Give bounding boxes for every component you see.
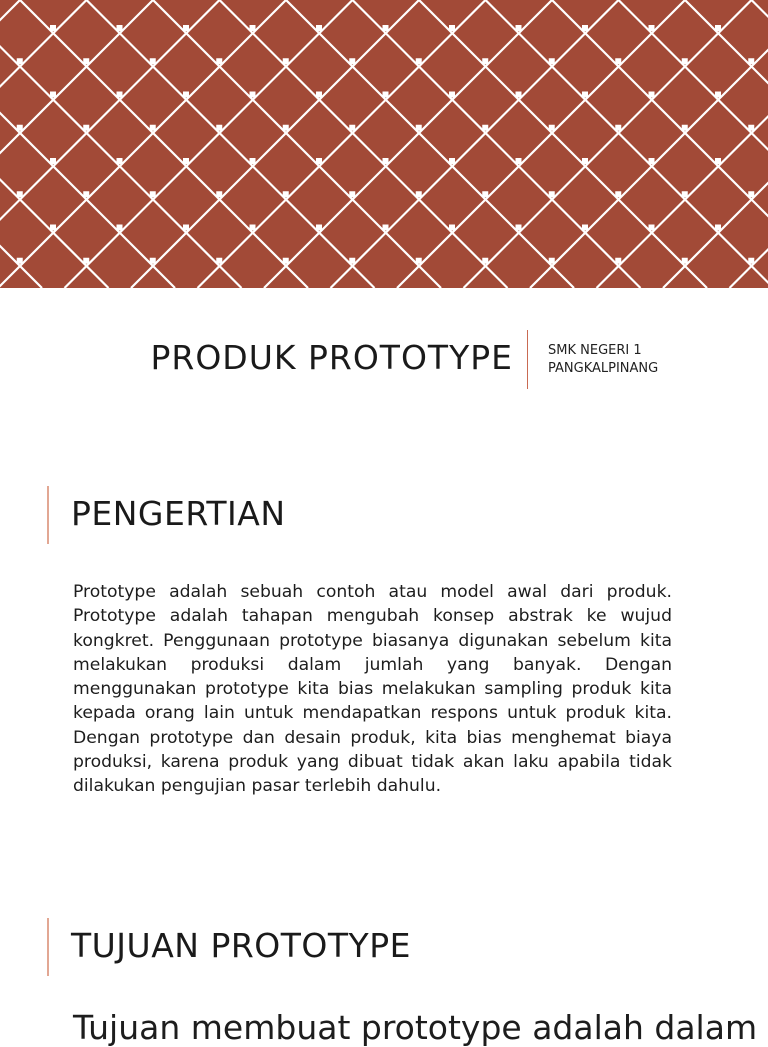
lattice-dot — [715, 92, 721, 98]
lattice-line — [0, 0, 87, 288]
lattice-dot — [582, 291, 588, 297]
lattice-dots — [0, 25, 768, 364]
lattice-dot — [17, 191, 23, 197]
lattice-line — [153, 0, 441, 288]
title-block — [0, 330, 768, 390]
lattice-dot — [383, 92, 389, 98]
lattice-dot — [150, 125, 156, 131]
lattice-dot — [516, 25, 522, 31]
lattice-dot — [682, 58, 688, 64]
lattice-line — [220, 0, 508, 288]
lattice-dot — [250, 92, 256, 98]
lattice-dot — [649, 92, 655, 98]
lattice-dot — [582, 25, 588, 31]
lattice-dot — [416, 58, 422, 64]
lattice-dot — [582, 225, 588, 231]
lattice-dot — [682, 258, 688, 264]
lattice-dot — [715, 25, 721, 31]
lattice-line — [419, 0, 707, 288]
lattice-dot — [216, 58, 222, 64]
lattice-dot — [283, 191, 289, 197]
lattice-dot — [748, 191, 754, 197]
lattice-dot — [283, 125, 289, 131]
lattice-line — [663, 0, 768, 288]
section-accent-bar — [47, 486, 49, 544]
lattice-line — [0, 0, 242, 288]
lattice-line — [131, 0, 419, 288]
lattice-dot — [682, 125, 688, 131]
lattice-dot — [183, 291, 189, 297]
lattice-dot — [649, 291, 655, 297]
lattice-line — [397, 0, 685, 288]
lattice-dot — [715, 158, 721, 164]
lattice-dot — [50, 92, 56, 98]
lattice-dot — [50, 225, 56, 231]
lattice-dot — [17, 258, 23, 264]
lattice-line — [552, 0, 768, 288]
lattice-dot — [250, 158, 256, 164]
lattice-line — [353, 0, 641, 288]
lattice-dot — [516, 291, 522, 297]
lattice-dot — [50, 291, 56, 297]
lattice-line — [87, 0, 375, 288]
lattice-dot — [383, 291, 389, 297]
lattice-dot — [250, 25, 256, 31]
section-body-pengertian: Prototype adalah sebuah contoh atau model awal dari produk. Prototype adalah tahapan mengubah konsep abstrak ke wujud kongkret. Penggunaan prototype biasanya digunakan sebelum kita melakukan produksi dalam jumlah yang banyak. Dengan menggunakan prototype kita bias melakukan sampling produk kita kepada orang lain untuk mendapatkan respons untuk produk kita. Dengan prototype dan desain produk, kita bias menghemat biaya produksi, karena produk yang dibuat tidak akan laku apabila tidak dilakukan pengujian pasar terlebih dahulu. — [73, 580, 672, 799]
title-divider — [527, 330, 528, 389]
lattice-dot — [383, 158, 389, 164]
lattice-dot — [549, 258, 555, 264]
lattice-dot — [349, 58, 355, 64]
lattice-dot — [449, 158, 455, 164]
lattice-dot — [349, 258, 355, 264]
lattice-dot — [117, 225, 123, 231]
lattice-dot — [549, 191, 555, 197]
lattice-dot — [582, 158, 588, 164]
lattice-dot — [117, 92, 123, 98]
lattice-dot — [748, 125, 754, 131]
lattice-dot — [316, 25, 322, 31]
section-body-tujuan: Tujuan membuat prototype adalah dalam — [73, 1008, 673, 1047]
lattice-line — [752, 0, 768, 288]
lattice-dot — [615, 258, 621, 264]
lattice-dot — [449, 225, 455, 231]
lattice-dot — [250, 225, 256, 231]
diamond-lattice-pattern — [0, 0, 768, 288]
lattice-dot — [449, 291, 455, 297]
lattice-dot — [17, 58, 23, 64]
lattice-dot — [516, 158, 522, 164]
lattice-dot — [216, 191, 222, 197]
lattice-dot — [117, 25, 123, 31]
lattice-lines — [0, 0, 768, 288]
lattice-dot — [183, 25, 189, 31]
lattice-dot — [316, 92, 322, 98]
lattice-line — [20, 0, 308, 288]
lattice-dot — [682, 191, 688, 197]
lattice-line — [530, 0, 768, 288]
section-heading-tujuan: TUJUAN PROTOTYPE — [71, 926, 411, 965]
lattice-dot — [449, 92, 455, 98]
lattice-dot — [615, 58, 621, 64]
lattice-dot — [150, 258, 156, 264]
school-name — [548, 342, 658, 378]
lattice-line — [464, 0, 752, 288]
lattice-dot — [283, 58, 289, 64]
lattice-dot — [549, 125, 555, 131]
lattice-dot — [482, 191, 488, 197]
lattice-dot — [83, 258, 89, 264]
lattice-dot — [715, 291, 721, 297]
section-accent-bar — [47, 918, 49, 976]
lattice-dot — [383, 225, 389, 231]
lattice-dot — [416, 258, 422, 264]
lattice-dot — [748, 258, 754, 264]
lattice-dot — [748, 58, 754, 64]
lattice-line — [264, 0, 552, 288]
lattice-dot — [349, 125, 355, 131]
lattice-line — [486, 0, 768, 288]
lattice-dot — [615, 191, 621, 197]
lattice-dot — [83, 125, 89, 131]
lattice-dot — [117, 158, 123, 164]
lattice-dot — [516, 225, 522, 231]
lattice-dot — [316, 291, 322, 297]
lattice-line — [286, 0, 574, 288]
lattice-dot — [482, 258, 488, 264]
lattice-dot — [250, 291, 256, 297]
lattice-dot — [83, 191, 89, 197]
lattice-line — [198, 0, 486, 288]
lattice-dot — [183, 225, 189, 231]
lattice-dot — [50, 25, 56, 31]
lattice-dot — [216, 125, 222, 131]
lattice-dot — [649, 225, 655, 231]
lattice-dot — [316, 225, 322, 231]
school-name-line2: PANGKALPINANG — [548, 360, 658, 378]
lattice-line — [65, 0, 353, 288]
header-pattern-banner — [0, 0, 768, 288]
lattice-dot — [715, 225, 721, 231]
lattice-dot — [349, 191, 355, 197]
lattice-dot — [150, 191, 156, 197]
lattice-dot — [516, 92, 522, 98]
lattice-dot — [150, 58, 156, 64]
lattice-dot — [283, 258, 289, 264]
lattice-dot — [383, 25, 389, 31]
school-name-line1: SMK NEGERI 1 — [548, 342, 658, 360]
lattice-dot — [416, 125, 422, 131]
lattice-dot — [183, 92, 189, 98]
section-heading-pengertian: PENGERTIAN — [71, 494, 286, 533]
lattice-dot — [449, 25, 455, 31]
lattice-dot — [316, 158, 322, 164]
lattice-dot — [416, 191, 422, 197]
lattice-dot — [615, 125, 621, 131]
lattice-dot — [117, 291, 123, 297]
lattice-dot — [83, 58, 89, 64]
lattice-dot — [216, 258, 222, 264]
lattice-line — [0, 0, 175, 288]
lattice-dot — [50, 158, 56, 164]
lattice-dot — [482, 58, 488, 64]
lattice-dot — [482, 125, 488, 131]
lattice-line — [597, 0, 768, 288]
lattice-dot — [582, 92, 588, 98]
lattice-line — [331, 0, 619, 288]
page-title: PRODUK PROTOTYPE — [151, 338, 514, 377]
lattice-line — [0, 0, 42, 288]
lattice-dot — [649, 25, 655, 31]
lattice-dot — [649, 158, 655, 164]
lattice-dot — [183, 158, 189, 164]
lattice-line — [0, 0, 109, 288]
lattice-dot — [17, 125, 23, 131]
lattice-dot — [549, 58, 555, 64]
